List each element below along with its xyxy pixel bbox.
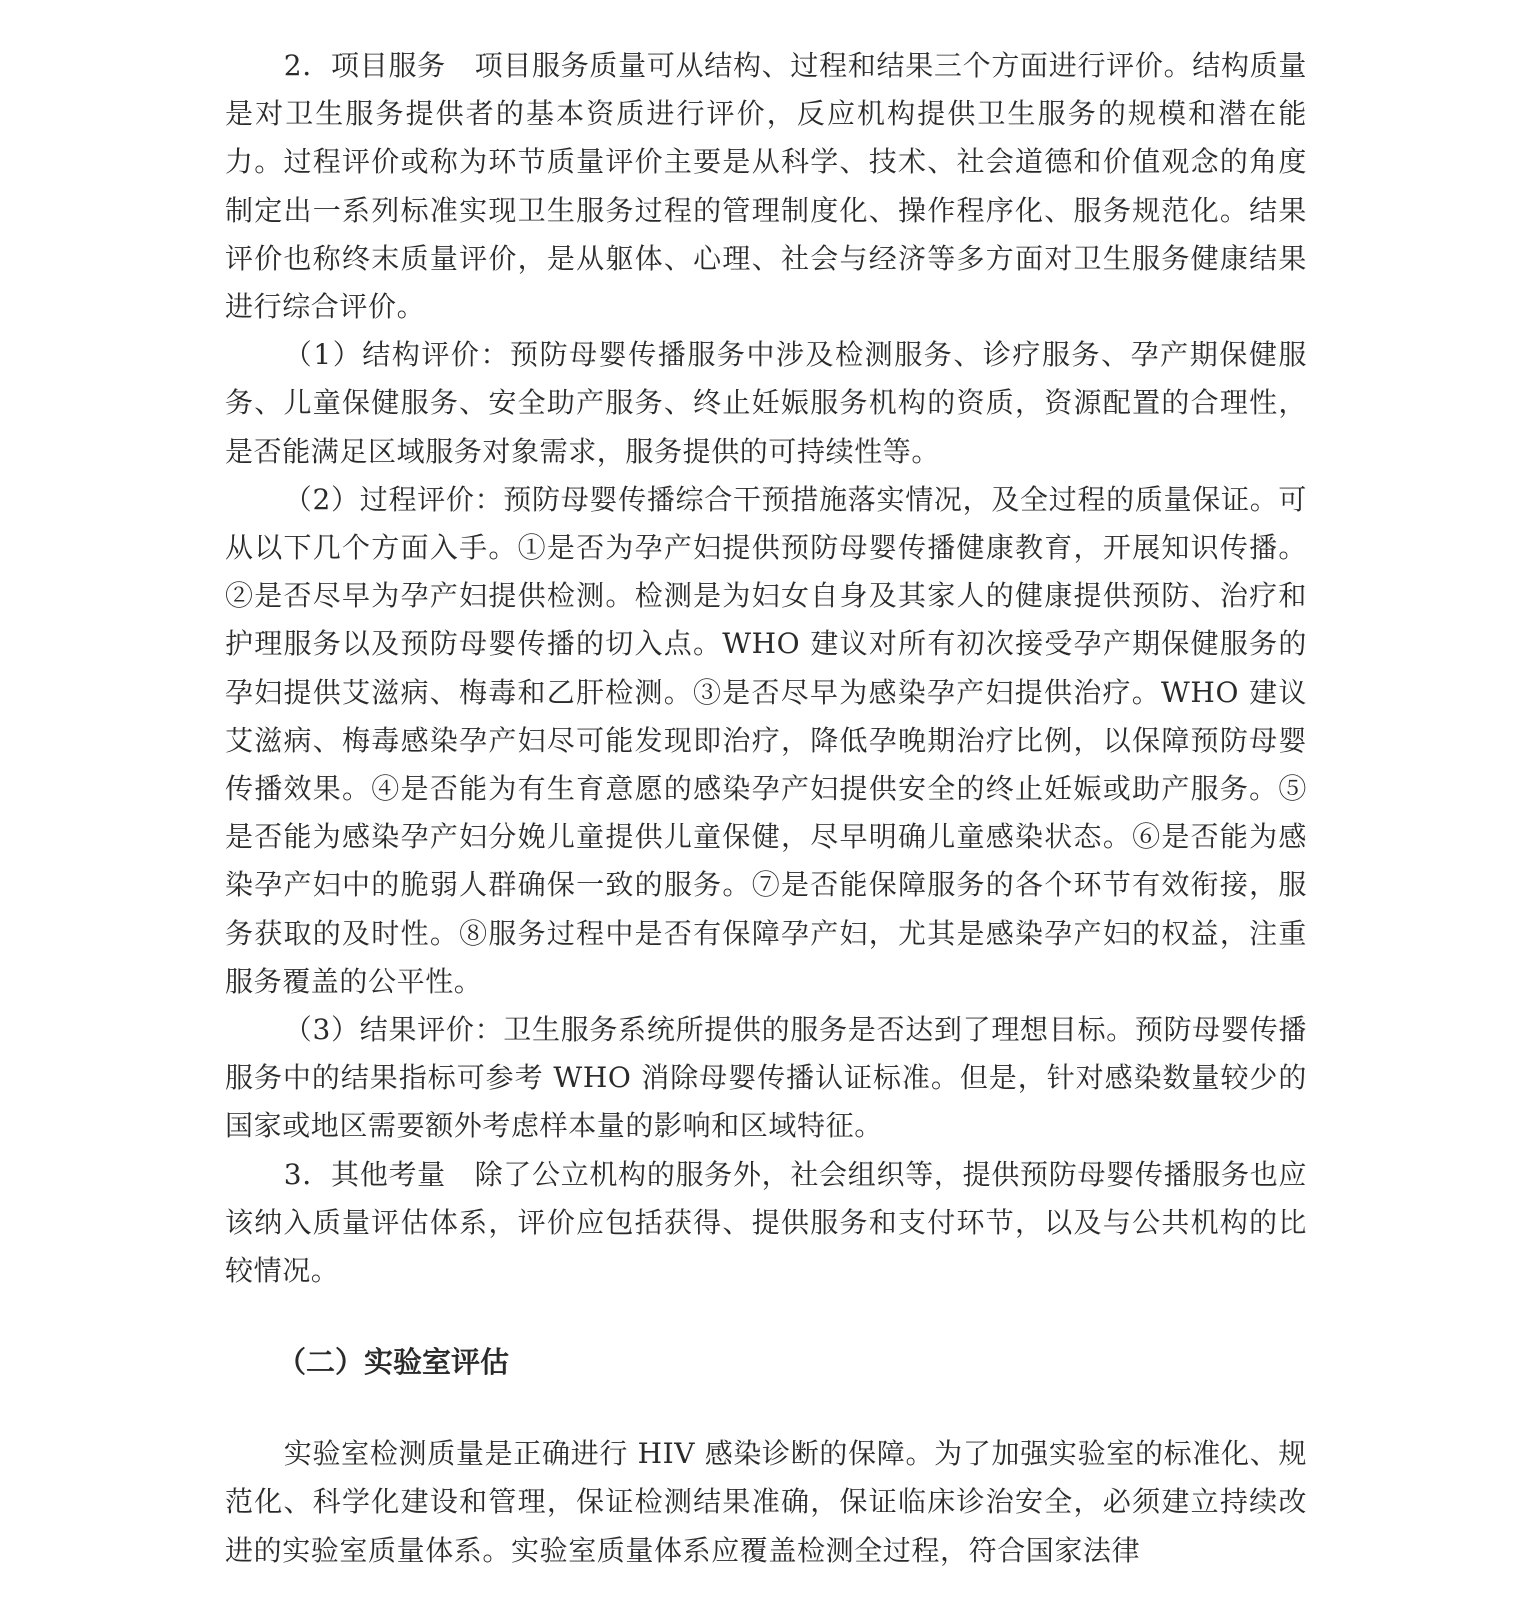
paragraph-outcome-evaluation: （3）结果评价：卫生服务系统所提供的服务是否达到了理想目标。预防母婴传播服务中的结果指标可参考 WHO 消除母婴传播认证标准。但是，针对感染数量较少的国家或地区需要额外考虑样本量的影响和区域特征。 xyxy=(225,1013,1307,1143)
paragraph-lab-quality: 实验室检测质量是正确进行 HIV 感染诊断的保障。为了加强实验室的标准化、规范化、科学化建设和管理，保证检测结果准确，保证临床诊治安全，必须建立持续改进的实验室质量体系。实验室质量体系应覆盖检测全过程，符合国家法律 xyxy=(225,1437,1307,1567)
paragraph-project-services: 2．项目服务 项目服务质量可从结构、过程和结果三个方面进行评价。结构质量是对卫生服务提供者的基本资质进行评价，反应机构提供卫生服务的规模和潜在能力。过程评价或称为环节质量评价主要是从科学、技术、社会道德和价值观念的角度制定出一系列标准实现卫生服务过程的管理制度化、操作程序化、服务规范化。结果评价也称终末质量评价，是从躯体、心理、社会与经济等多方面对卫生服务健康结果进行综合评价。 xyxy=(225,49,1307,324)
document-page xyxy=(225,42,1307,1575)
paragraph-structure-evaluation: （1）结构评价：预防母婴传播服务中涉及检测服务、诊疗服务、孕产期保健服务、儿童保健服务、安全助产服务、终止妊娠服务机构的资质，资源配置的合理性，是否能满足区域服务对象需求，服务提供的可持续性等。 xyxy=(225,338,1307,468)
paragraph-other-considerations: 3．其他考量 除了公立机构的服务外，社会组织等，提供预防母婴传播服务也应该纳入质量评估体系，评价应包括获得、提供服务和支付环节，以及与公共机构的比较情况。 xyxy=(225,1157,1307,1288)
section-heading-lab-assessment: （二）实验室评估 xyxy=(277,1345,510,1380)
paragraph-process-evaluation: （2）过程评价：预防母婴传播综合干预措施落实情况，及全过程的质量保证。可从以下几个方面入手。①是否为孕产妇提供预防母婴传播健康教育，开展知识传播。②是否尽早为孕产妇提供检测。检测是为妇女自身及其家人的健康提供预防、治疗和护理服务以及预防母婴传播的切入点。WHO 建议对所有初次接受孕产期保健服务的孕妇提供艾滋病、梅毒和乙肝检测。③是否尽早为感染孕产妇提供治疗。WHO 建议艾滋病、梅毒感染孕产妇尽可能发现即治疗，降低孕晚期治疗比例，以保障预防母婴传播效果。④是否能为有生育意愿的感染孕产妇提供安全的终止妊娠或助产服务。⑤是否能为感染孕产妇分娩儿童提供儿童保健，尽早明确儿童感染状态。⑥是否能为感染孕产妇中的脆弱人群确保一致的服务。⑦是否能保障服务的各个环节有效衔接，服务获取的及时性。⑧服务过程中是否有保障孕产妇，尤其是感染孕产妇的权益，注重服务覆盖的公平性。 xyxy=(225,482,1307,998)
